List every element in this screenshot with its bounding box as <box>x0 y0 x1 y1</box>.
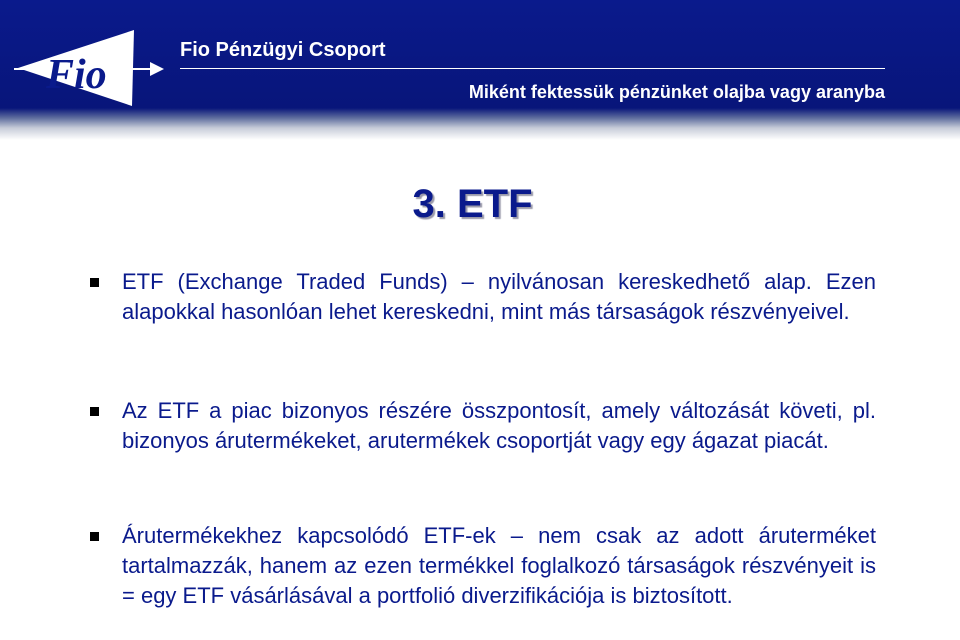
square-bullet-icon <box>90 532 99 541</box>
logo-text: Fio <box>46 52 107 98</box>
slide-title: 3. ETF <box>412 182 533 226</box>
square-bullet-icon <box>90 278 99 287</box>
square-bullet-icon <box>90 407 99 416</box>
presentation-subtitle: Miként fektessük pénzünket olajba vagy aranyba <box>468 82 885 102</box>
bullet-text: Az ETF a piac bizonyos részére összpontosít, amely változását követi, pl. bizonyos árutermékeket, arutermékek csoportját vagy egy ágazat piacát. <box>122 398 876 453</box>
bullet-text: Árutermékekhez kapcsolódó ETF-ek – nem csak az adott áruterméket tartalmazzák, hanem az ezen termékkel foglalkozó társaságok részvényeit is = egy ETF vásárlásával a portfolió diverzifikációja is biztosított. <box>122 523 876 608</box>
bullet-item-etf-focus <box>90 396 876 456</box>
company-name: Fio Pénzügyi Csoport <box>180 39 386 61</box>
bullet-item-etf-definition <box>90 267 876 327</box>
bullet-item-commodity-etf <box>90 521 876 611</box>
bullet-text: ETF (Exchange Traded Funds) – nyilvánosan kereskedhető alap. Ezen alapokkal hasonlóan lehet kereskedni, mint más társaságok részvényeivel. <box>122 269 876 324</box>
